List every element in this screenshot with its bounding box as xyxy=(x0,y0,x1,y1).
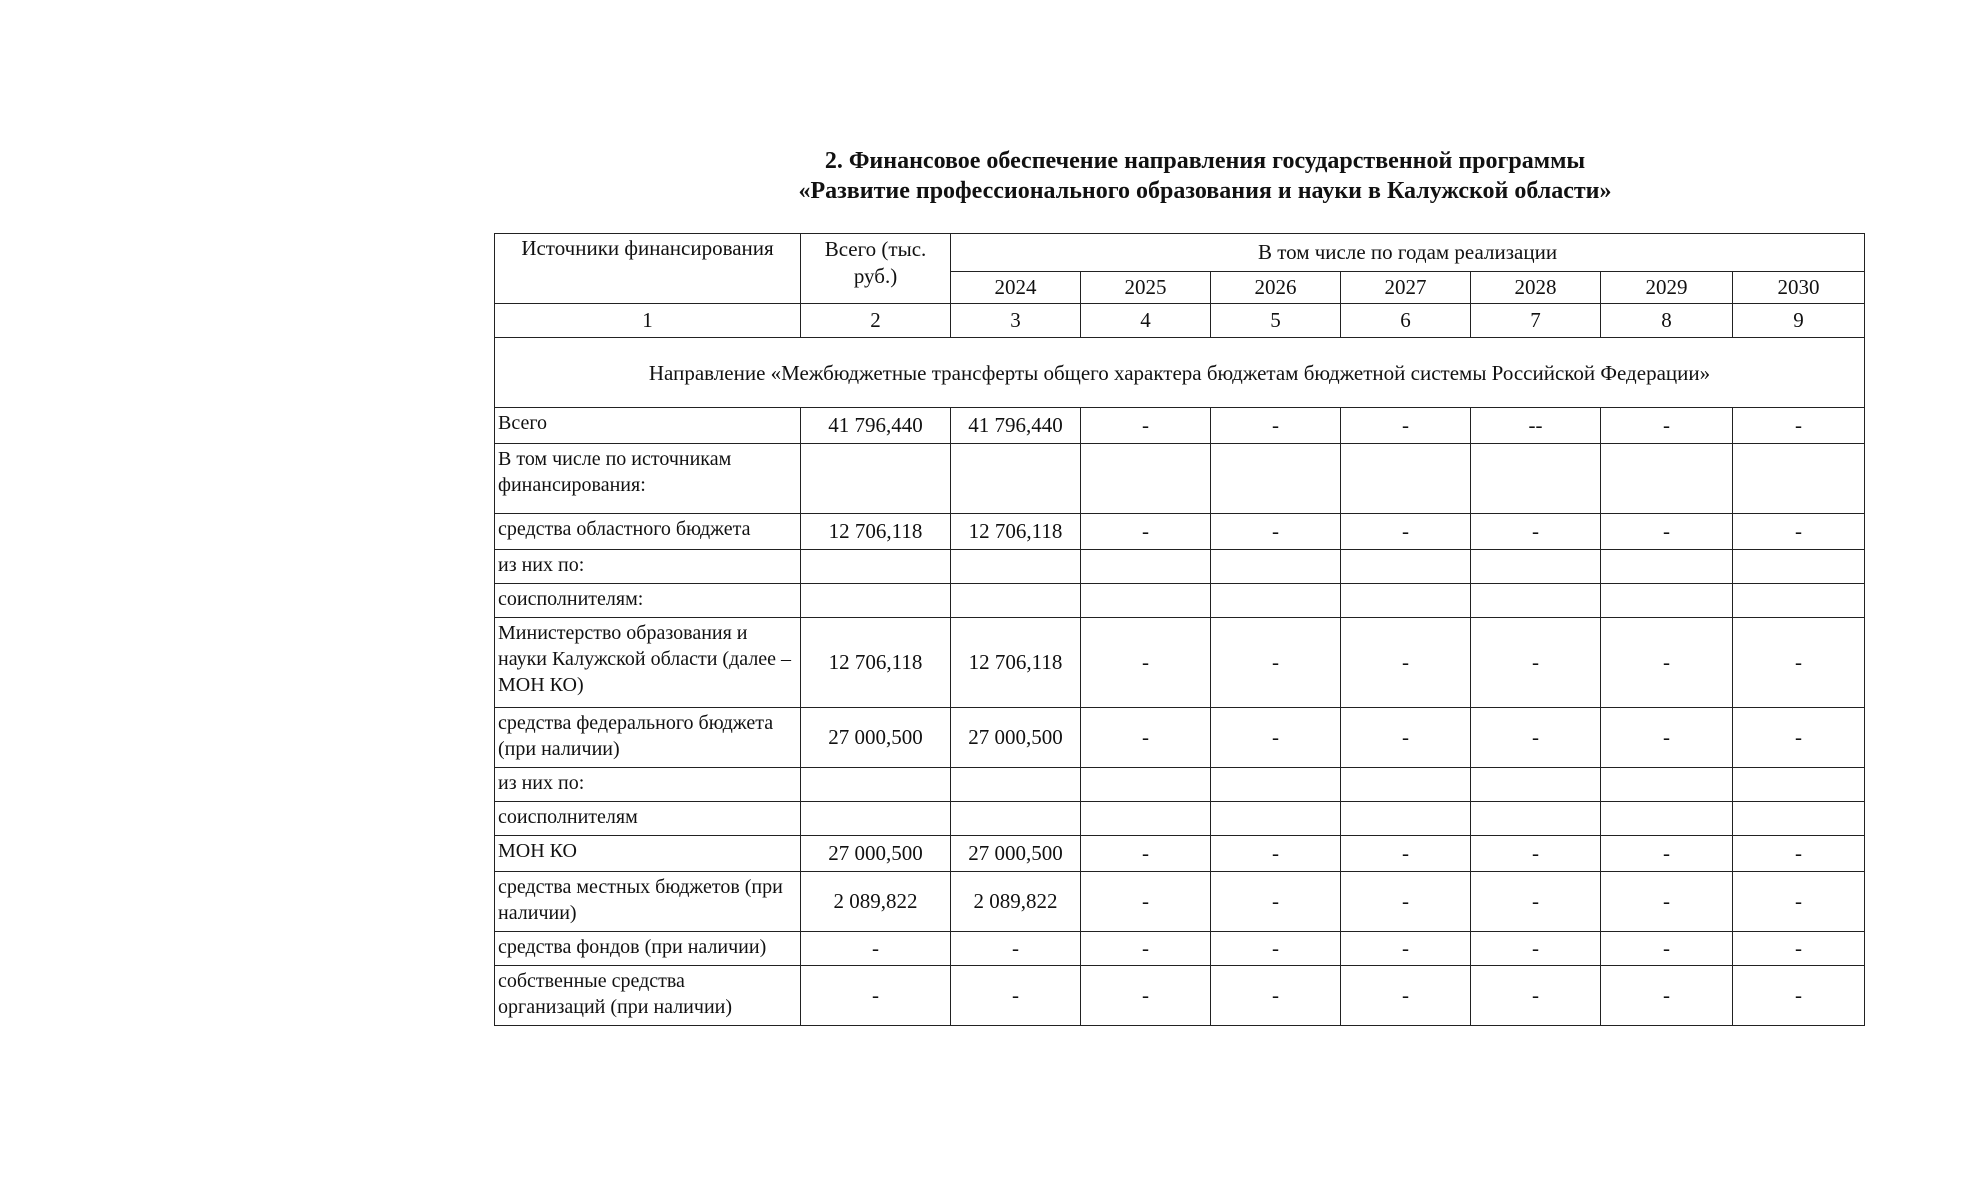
row-year-cell: - xyxy=(1471,872,1601,932)
row-total-cell: - xyxy=(801,932,951,966)
row-year-cell xyxy=(1341,802,1471,836)
row-year-cell: - xyxy=(1081,514,1211,550)
table-row xyxy=(495,932,1865,966)
row-year-cell xyxy=(1211,768,1341,802)
header-sources: Источники финансирования xyxy=(495,234,801,304)
row-year-cell xyxy=(1471,584,1601,618)
row-label: средства местных бюджетов (при наличии) xyxy=(495,872,801,932)
row-year-cell: - xyxy=(1733,966,1865,1026)
row-year-cell: 27 000,500 xyxy=(951,836,1081,872)
row-year-cell xyxy=(1601,802,1733,836)
header-year: 2030 xyxy=(1733,272,1865,304)
header-year: 2024 xyxy=(951,272,1081,304)
direction-title: Направление «Межбюджетные трансферты общего характера бюджетам бюджетной системы Российской Федерации» xyxy=(495,338,1865,408)
row-year-cell: - xyxy=(1733,708,1865,768)
row-year-cell: - xyxy=(1341,618,1471,708)
row-year-cell: - xyxy=(1081,708,1211,768)
row-year-cell xyxy=(1341,768,1471,802)
row-year-cell: - xyxy=(1471,708,1601,768)
row-year-cell: - xyxy=(1341,932,1471,966)
row-label: МОН КО xyxy=(495,836,801,872)
row-label: из них по: xyxy=(495,768,801,802)
row-year-cell xyxy=(1471,802,1601,836)
row-year-cell xyxy=(1211,550,1341,584)
row-total-cell xyxy=(801,550,951,584)
row-year-cell: - xyxy=(1601,836,1733,872)
row-total-cell xyxy=(801,768,951,802)
row-total-cell: 27 000,500 xyxy=(801,708,951,768)
row-year-cell: - xyxy=(1601,618,1733,708)
title-line-1: 2. Финансовое обеспечение направления государственной программы xyxy=(824,148,1586,174)
row-year-cell xyxy=(951,444,1081,514)
row-year-cell: - xyxy=(1211,618,1341,708)
table-row xyxy=(495,708,1865,768)
row-total-cell xyxy=(801,802,951,836)
row-year-cell: - xyxy=(1341,872,1471,932)
row-year-cell: - xyxy=(1471,932,1601,966)
row-year-cell: 2 089,822 xyxy=(951,872,1081,932)
table-row xyxy=(495,966,1865,1026)
row-year-cell: - xyxy=(1081,408,1211,444)
title-line-2: «Развитие профессионального образования и науки в Калужской области» xyxy=(798,178,1612,204)
header-by-years: В том числе по годам реализации xyxy=(951,234,1865,272)
column-number: 3 xyxy=(951,304,1081,338)
row-year-cell: - xyxy=(1211,836,1341,872)
direction-row xyxy=(495,338,1865,408)
row-year-cell xyxy=(1081,768,1211,802)
row-label: из них по: xyxy=(495,550,801,584)
row-year-cell xyxy=(1211,584,1341,618)
row-year-cell: - xyxy=(1601,708,1733,768)
row-total-cell: 2 089,822 xyxy=(801,872,951,932)
row-total-cell: 41 796,440 xyxy=(801,408,951,444)
row-year-cell: - xyxy=(1601,932,1733,966)
row-year-cell: - xyxy=(1081,836,1211,872)
row-year-cell xyxy=(1733,768,1865,802)
row-year-cell: - xyxy=(1211,932,1341,966)
row-year-cell: - xyxy=(951,932,1081,966)
row-year-cell: - xyxy=(1733,932,1865,966)
row-year-cell: - xyxy=(1341,408,1471,444)
row-label: средства фондов (при наличии) xyxy=(495,932,801,966)
row-year-cell: 12 706,118 xyxy=(951,618,1081,708)
table-row xyxy=(495,550,1865,584)
row-year-cell: - xyxy=(1341,966,1471,1026)
row-year-cell: - xyxy=(1081,932,1211,966)
row-year-cell xyxy=(1601,768,1733,802)
header-year: 2029 xyxy=(1601,272,1733,304)
row-year-cell: -- xyxy=(1471,408,1601,444)
row-year-cell: - xyxy=(1211,514,1341,550)
row-year-cell: 12 706,118 xyxy=(951,514,1081,550)
row-year-cell xyxy=(1211,444,1341,514)
row-year-cell xyxy=(1471,768,1601,802)
header-year: 2026 xyxy=(1211,272,1341,304)
row-year-cell: - xyxy=(1471,966,1601,1026)
row-year-cell: - xyxy=(1211,408,1341,444)
table-row xyxy=(495,584,1865,618)
row-year-cell xyxy=(951,550,1081,584)
table-row xyxy=(495,836,1865,872)
row-year-cell xyxy=(1081,444,1211,514)
column-number: 8 xyxy=(1601,304,1733,338)
row-year-cell xyxy=(1471,444,1601,514)
row-year-cell: - xyxy=(1211,708,1341,768)
table-row xyxy=(495,768,1865,802)
table-row xyxy=(495,802,1865,836)
table-row xyxy=(495,514,1865,550)
table-row xyxy=(495,444,1865,514)
row-year-cell: - xyxy=(1341,836,1471,872)
row-year-cell xyxy=(951,768,1081,802)
row-year-cell xyxy=(1341,550,1471,584)
row-total-cell: - xyxy=(801,966,951,1026)
column-number: 4 xyxy=(1081,304,1211,338)
row-year-cell xyxy=(1081,584,1211,618)
row-year-cell xyxy=(1733,802,1865,836)
row-year-cell: - xyxy=(1733,408,1865,444)
row-year-cell xyxy=(1733,550,1865,584)
row-year-cell xyxy=(951,584,1081,618)
header-year: 2028 xyxy=(1471,272,1601,304)
row-year-cell: - xyxy=(1341,708,1471,768)
row-year-cell: - xyxy=(1081,618,1211,708)
row-year-cell: 27 000,500 xyxy=(951,708,1081,768)
row-label: соисполнителям xyxy=(495,802,801,836)
row-year-cell: - xyxy=(1211,872,1341,932)
column-number: 9 xyxy=(1733,304,1865,338)
financing-table xyxy=(494,233,1865,1026)
row-year-cell: - xyxy=(1733,618,1865,708)
row-label: собственные средства организаций (при наличии) xyxy=(495,966,801,1026)
row-year-cell: - xyxy=(1471,836,1601,872)
column-number-row xyxy=(495,304,1865,338)
column-number: 6 xyxy=(1341,304,1471,338)
row-year-cell: 41 796,440 xyxy=(951,408,1081,444)
row-label: В том числе по источникам финансирования: xyxy=(495,444,801,514)
row-year-cell xyxy=(1601,444,1733,514)
row-year-cell xyxy=(1081,550,1211,584)
row-year-cell xyxy=(951,802,1081,836)
row-label: средства областного бюджета xyxy=(495,514,801,550)
row-label: Министерство образования и науки Калужской области (далее – МОН КО) xyxy=(495,618,801,708)
header-year: 2027 xyxy=(1341,272,1471,304)
row-year-cell xyxy=(1341,584,1471,618)
row-total-cell: 12 706,118 xyxy=(801,514,951,550)
column-number: 2 xyxy=(801,304,951,338)
row-year-cell xyxy=(1601,584,1733,618)
column-number: 5 xyxy=(1211,304,1341,338)
table-row xyxy=(495,408,1865,444)
row-year-cell xyxy=(1733,584,1865,618)
row-year-cell xyxy=(1733,444,1865,514)
row-label: средства федерального бюджета (при наличии) xyxy=(495,708,801,768)
row-year-cell: - xyxy=(1341,514,1471,550)
header-row-1 xyxy=(495,234,1865,272)
row-year-cell: - xyxy=(1733,836,1865,872)
row-total-cell xyxy=(801,444,951,514)
row-label: соисполнителям: xyxy=(495,584,801,618)
column-number: 1 xyxy=(495,304,801,338)
table-row xyxy=(495,618,1865,708)
row-year-cell: - xyxy=(1081,966,1211,1026)
row-total-cell: 27 000,500 xyxy=(801,836,951,872)
column-number: 7 xyxy=(1471,304,1601,338)
row-total-cell: 12 706,118 xyxy=(801,618,951,708)
row-label: Всего xyxy=(495,408,801,444)
row-year-cell xyxy=(1081,802,1211,836)
row-year-cell: - xyxy=(1733,514,1865,550)
row-year-cell xyxy=(1601,550,1733,584)
row-year-cell xyxy=(1211,802,1341,836)
table-row xyxy=(495,872,1865,932)
row-year-cell xyxy=(1341,444,1471,514)
row-year-cell: - xyxy=(1081,872,1211,932)
row-year-cell: - xyxy=(951,966,1081,1026)
row-year-cell: - xyxy=(1601,408,1733,444)
row-year-cell: - xyxy=(1471,514,1601,550)
document-title xyxy=(0,146,1976,206)
row-year-cell: - xyxy=(1601,514,1733,550)
row-year-cell: - xyxy=(1601,872,1733,932)
header-total: Всего (тыс. руб.) xyxy=(801,234,951,304)
row-total-cell xyxy=(801,584,951,618)
row-year-cell xyxy=(1471,550,1601,584)
row-year-cell: - xyxy=(1733,872,1865,932)
row-year-cell: - xyxy=(1211,966,1341,1026)
row-year-cell: - xyxy=(1601,966,1733,1026)
header-year: 2025 xyxy=(1081,272,1211,304)
row-year-cell: - xyxy=(1471,618,1601,708)
